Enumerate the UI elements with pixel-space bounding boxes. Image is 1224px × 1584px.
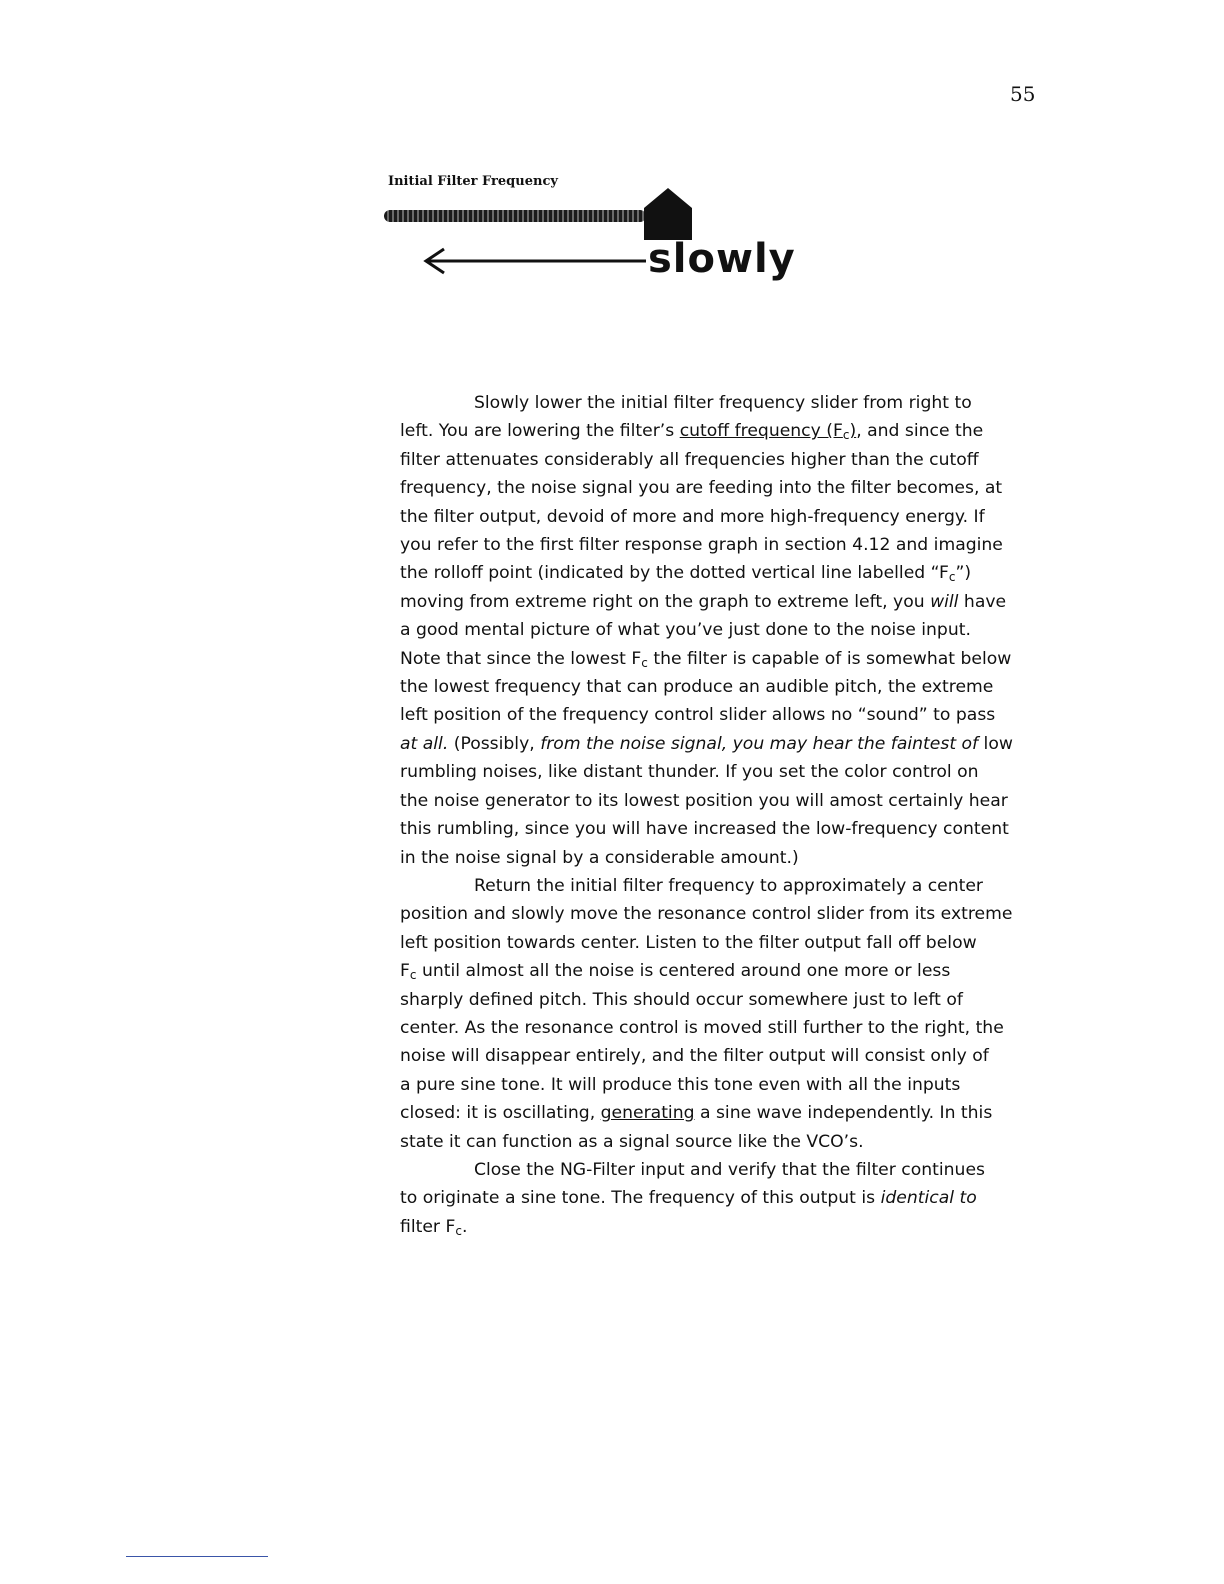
paragraph-2 (400, 872, 1090, 1156)
text-line: in the noise signal by a considerable amount.) (400, 847, 799, 868)
text-line: you refer to the first filter response graph in section 4.12 and imagine (400, 535, 1003, 556)
slider-knob-icon (638, 186, 698, 242)
text-line (400, 1184, 1090, 1212)
italic-text: at all. (400, 733, 449, 754)
text-span: closed: it is oscillating, (400, 1103, 601, 1124)
text-line (400, 645, 1090, 673)
text-line: filter attenuates considerably all frequencies higher than the cutoff (400, 449, 979, 470)
text-line: rumbling noises, like distant thunder. If you set the color control on (400, 762, 979, 783)
text-span: . (461, 1216, 468, 1237)
subscript: c (409, 968, 417, 983)
figure-label: Initial Filter Frequency (388, 174, 558, 189)
text-span: filter F (400, 1216, 456, 1237)
paragraph-3 (400, 1156, 1090, 1241)
text-span: until almost all the noise is centered around one more or less (416, 961, 951, 982)
text-line: a good mental picture of what you’ve just done to the noise input. (400, 620, 971, 641)
text-line: Return the initial filter frequency to approximately a center (474, 875, 983, 896)
italic-text: will (930, 591, 959, 612)
body-text (400, 389, 1090, 1241)
italic-text: identical to (880, 1188, 977, 1209)
text-line (400, 1099, 1090, 1127)
text-span: (Possibly, (448, 733, 541, 754)
subscript: c (842, 428, 850, 443)
text-line: the lowest frequency that can produce an audible pitch, the extreme (400, 677, 994, 698)
text-line (400, 1213, 1090, 1241)
text-line: the filter output, devoid of more and more high-frequency energy. If (400, 506, 985, 527)
text-line (400, 588, 1090, 616)
text-line: noise will disappear entirely, and the filter output will consist only of (400, 1046, 989, 1067)
text-line: center. As the resonance control is moved still further to the right, the (400, 1017, 1004, 1038)
text-line: left position of the frequency control slider allows no “sound” to pass (400, 705, 996, 726)
left-arrow-icon (420, 246, 650, 276)
text-line (400, 559, 1090, 587)
cutoff-frequency-underlined-term (680, 421, 857, 441)
text-span: Note that since the lowest F (400, 648, 642, 669)
text-span: a sine wave independently. In this (694, 1103, 993, 1124)
text-line: sharply defined pitch. This should occur somewhere just to left of (400, 989, 963, 1010)
generating-underlined-term: generating (600, 1103, 695, 1124)
text-span: F (400, 961, 410, 982)
text-line: state it can function as a signal source like the VCO’s. (400, 1131, 864, 1152)
text-line: Close the NG-Filter input and verify that the filter continues (474, 1159, 985, 1180)
text-line: frequency, the noise signal you are feeding into the filter becomes, at (400, 478, 1003, 499)
subscript: c (948, 570, 956, 585)
text-line: the noise generator to its lowest position you will amost certainly hear (400, 790, 1008, 811)
text-span: ”) (955, 563, 972, 584)
text-line: Slowly lower the initial filter frequency slider from right to (474, 393, 972, 413)
text-line: a pure sine tone. It will produce this tone even with all the inputs (400, 1074, 961, 1095)
paragraph-1 (400, 389, 1090, 872)
text-line (400, 730, 1090, 758)
text-span: the rolloff point (indicated by the dotted vertical line labelled “F (400, 563, 949, 584)
subscript: c (641, 655, 648, 670)
page-number: 55 (1010, 82, 1036, 106)
text-span: , and since the (856, 421, 984, 442)
text-span: low (978, 733, 1013, 754)
text-span: have (958, 591, 1007, 612)
italic-text: from the noise signal, you may hear the faintest of (540, 733, 979, 754)
text-span: ) (849, 421, 857, 442)
slider-figure (380, 168, 810, 298)
text-span: moving from extreme right on the graph to extreme left, you (400, 591, 931, 612)
text-line: left position towards center. Listen to the filter output fall off below (400, 932, 977, 953)
text-span: cutoff frequency (F (679, 421, 843, 442)
text-line (400, 957, 1090, 985)
filter-frequency-slider-track (384, 210, 646, 222)
text-line (400, 417, 1090, 445)
text-line: this rumbling, since you will have increased the low-frequency content (400, 819, 1009, 840)
text-span: left. You are lowering the filter’s (400, 421, 680, 442)
text-line: position and slowly move the resonance control slider from its extreme (400, 904, 1013, 925)
footer-rule (126, 1556, 268, 1557)
subscript: c (455, 1223, 462, 1238)
text-span: to originate a sine tone. The frequency of this output is (400, 1188, 881, 1209)
text-span: the filter is capable of is somewhat below (647, 648, 1012, 669)
direction-word: slowly (648, 236, 796, 282)
